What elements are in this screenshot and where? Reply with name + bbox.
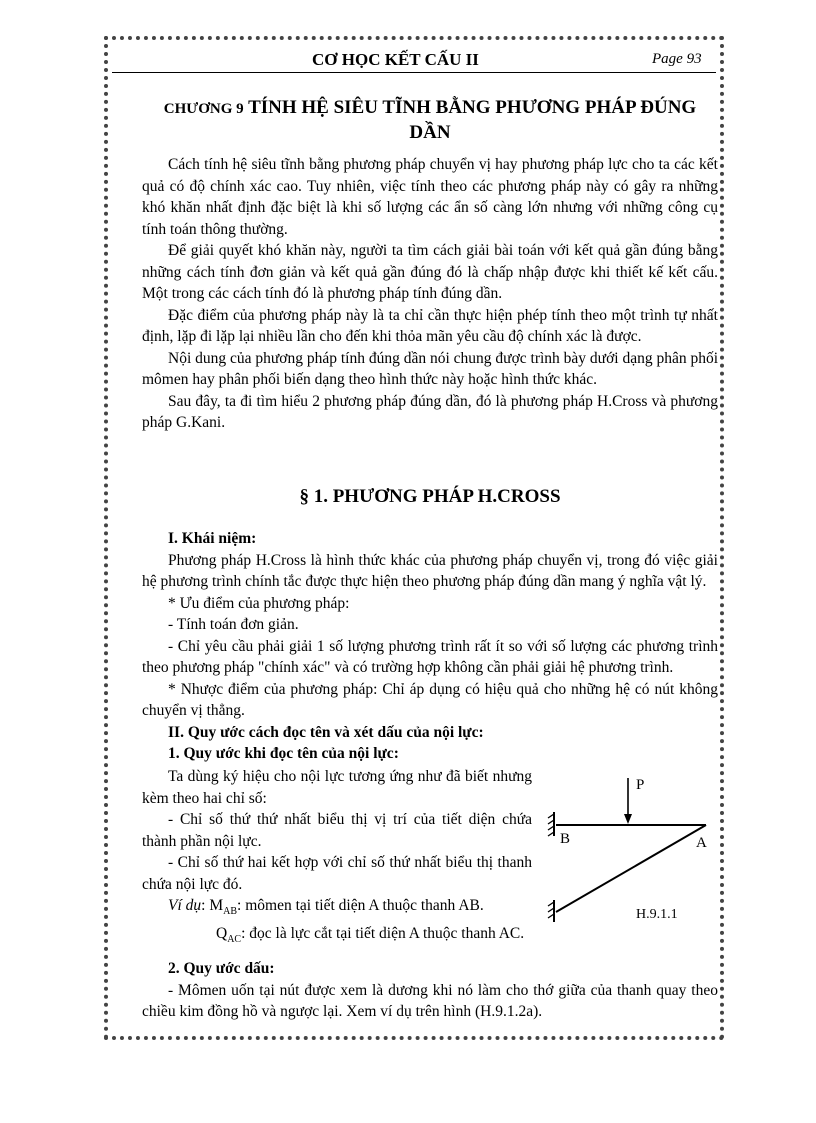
chapter-number: CHƯƠNG 9: [163, 101, 244, 117]
intro-paragraph: Đặc điểm của phương pháp này là ta chỉ cần thực hiện phép tính theo một trình tự nhất định, lặp đi lặp lại nhiều lần cho đến khi thỏa mãn yêu cầu độ chính xác là được.: [142, 306, 718, 345]
load-arrow-head: [624, 814, 632, 824]
part1-text: [142, 528, 718, 765]
chapter-title: TÍNH HỆ SIÊU TĨNH BẰNG PHƯƠNG PHÁP ĐÚNG DẦN: [248, 97, 697, 143]
part1-heading: I. Khái niệm:: [168, 530, 257, 547]
figure-frame: [540, 772, 720, 922]
intro-text: [142, 154, 718, 434]
disadvantage: * Nhược điểm của phương pháp: Chỉ áp dụng có hiệu quả cho những hệ có nút không chuyển vị thẳng.: [142, 680, 718, 719]
shear-text: : đọc là lực cắt tại tiết diện A thuộc thanh AC.: [241, 924, 525, 942]
part1-paragraph: Phương pháp H.Cross là hình thức khác của phương pháp chuyển vị, trong đó việc giải hệ phương trình chính tắc được thực hiện theo phương pháp đúng dần mang ý nghĩa vật lý.: [142, 551, 718, 590]
load-label: P: [636, 777, 645, 793]
node-b-label: B: [560, 831, 571, 847]
node-a-label: A: [696, 835, 707, 851]
part2-heading: II. Quy ước cách đọc tên và xét dấu của nội lực:: [168, 723, 484, 741]
moment-text: : mômen tại tiết diện A thuộc thanh AB.: [237, 897, 484, 914]
shear-symbol: Q: [216, 924, 228, 942]
figure-caption: H.9.1.1: [636, 907, 678, 922]
page-number: Page 93: [652, 51, 702, 67]
advantages-heading: * Ưu điểm của phương pháp:: [168, 594, 350, 612]
intro-paragraph: Để giải quyết khó khăn này, người ta tìm cách giải bài toán với kết quả gần đúng bằng những cách tính đơn giản và kết quả gần đúng đó là chấp nhập được khi thiết kế kết cấu. Một trong các cách tính đó là phương pháp tính đúng dần.: [142, 242, 718, 302]
sign-convention: [142, 958, 718, 1023]
advantage-item: - Chỉ yêu cầu phải giải 1 số lượng phương trình rất ít so với số lượng các phương trình theo phương pháp "chính xác" và có trường hợp không cần phải giải hệ phương trình.: [142, 637, 718, 676]
header-title: CƠ HỌC KẾT CẤU II: [312, 50, 479, 69]
advantage-item: - Tính toán đơn giản.: [168, 616, 299, 633]
header-rule: [112, 72, 716, 73]
bar-ca: [556, 825, 706, 912]
moment-subscript: AB: [223, 906, 238, 918]
example-line: Ví dụ: $M_{AB}$: mômen tại tiết diện A thuộc thanh AB.: [168, 897, 484, 918]
moment-symbol: M: [209, 897, 224, 914]
shear-subscript: AC: [227, 933, 242, 945]
intro-paragraph: Cách tính hệ siêu tĩnh bằng phương pháp chuyển vị hay phương pháp lực cho ta các kết quả có độ chính xác cao. Tuy nhiên, việc tính theo các phương pháp này có gây ra những khó khăn nhất định đặc biệt là khi số lượng các ẩn số càng lớn nhưng với những công cụ tính toán thông thường.: [142, 156, 718, 238]
example-line: [142, 923, 532, 951]
example-label: Ví dụ: [168, 897, 202, 914]
naming-rules: [142, 766, 532, 950]
naming-paragraph: Ta dùng ký hiệu cho nội lực tương ứng như đã biết nhưng kèm theo hai chỉ số:: [142, 768, 532, 807]
part2-sub2: 2. Quy ước dấu:: [168, 960, 275, 977]
chapter-heading: [160, 96, 700, 145]
section-title: § 1. PHƯƠNG PHÁP H.CROSS: [299, 486, 561, 507]
naming-paragraph: - Chỉ số thứ thứ nhất biểu thị vị trí của tiết diện chứa thành phần nội lực.: [142, 811, 532, 850]
part2-sub1: 1. Quy ước khi đọc tên của nội lực:: [168, 745, 399, 762]
naming-paragraph: - Chỉ số thứ hai kết hợp với chỉ số thứ nhất biểu thị thanh chứa nội lực đó.: [142, 854, 532, 893]
sign-paragraph: - Mômen uốn tại nút được xem là dương khi nó làm cho thớ giữa của thanh quay theo chiều kim đồng hồ và ngược lại. Xem ví dụ trên hình (H.9.1.2a).: [142, 981, 718, 1020]
intro-paragraph: Sau đây, ta đi tìm hiểu 2 phương pháp đúng dần, đó là phương pháp H.Cross và phương pháp G.Kani.: [142, 392, 718, 431]
intro-paragraph: Nội dung của phương pháp tính đúng dần nói chung được trình bày dưới dạng phân phối mômen hay phân phối biến dạng theo hình thức này hoặc hình thức khác.: [142, 349, 719, 388]
